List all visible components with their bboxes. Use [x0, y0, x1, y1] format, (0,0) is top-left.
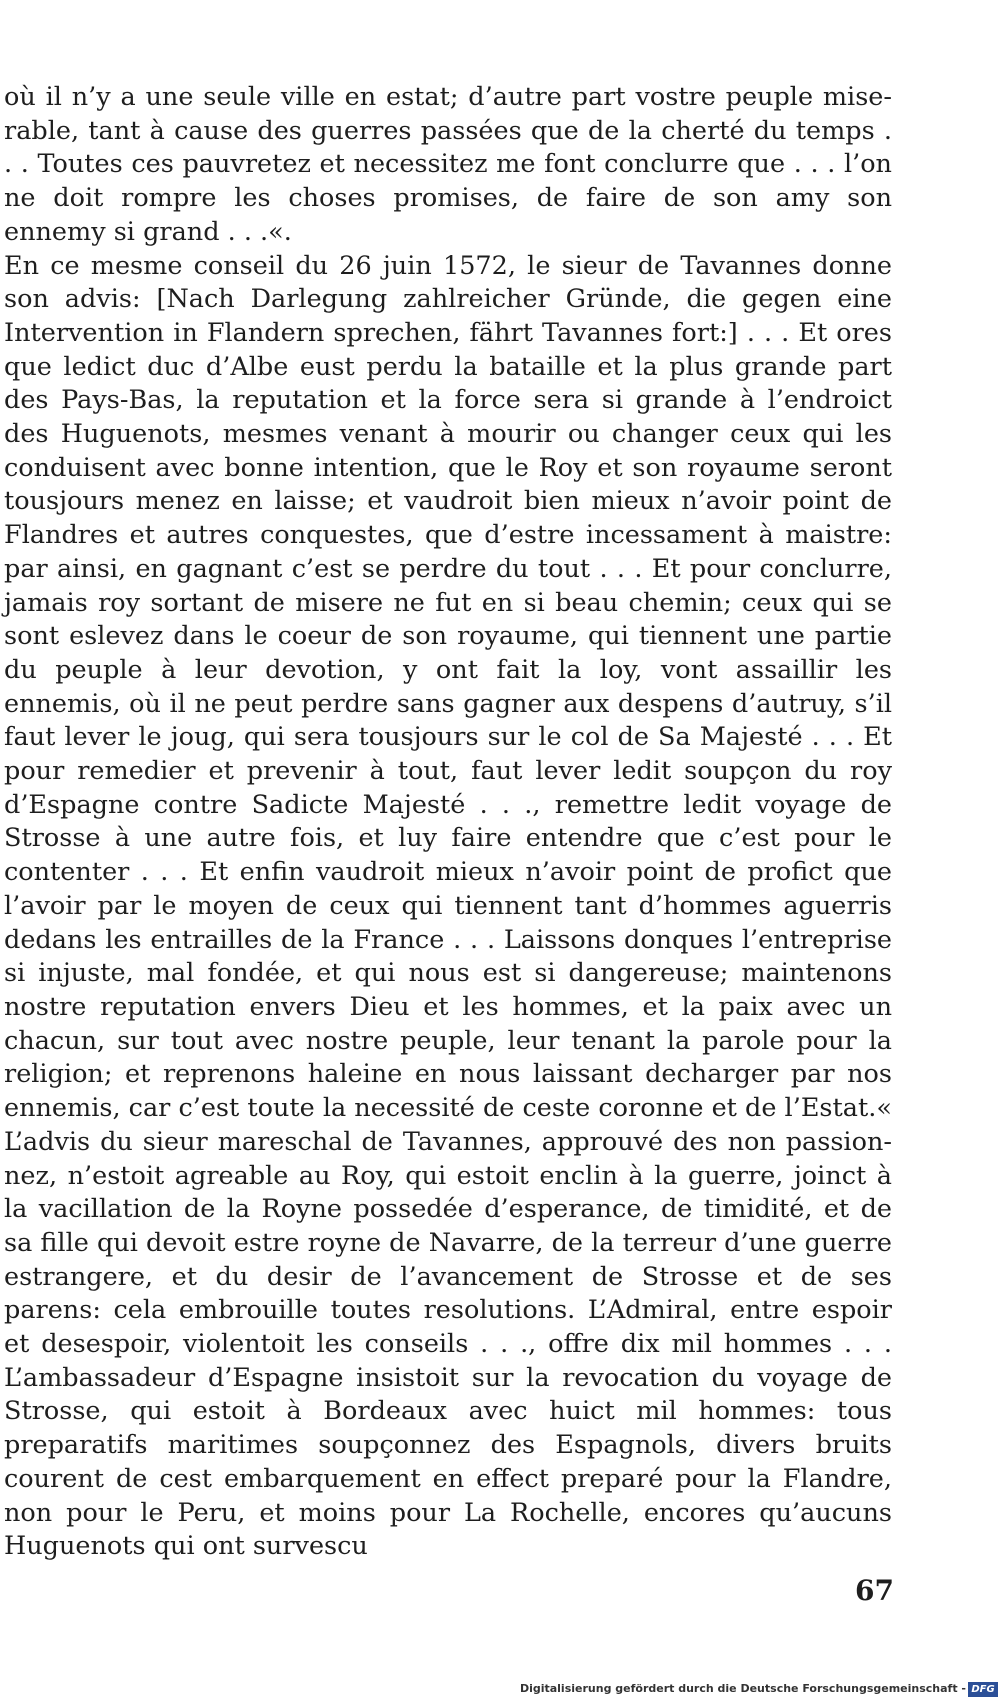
digitization-credit: Digitalisierung gefördert durch die Deutsche Forschungsgemeinschaft -	[519, 1682, 966, 1695]
page-body	[4, 81, 892, 1564]
paragraph: En ce mesme conseil du 26 juin 1572, le sieur de Tavannes donne son advis: [Nach Darlegung zahlreicher Gründe, die gegen eine Intervention in Flandern sprechen, fährt Tavannes fort:] . . . Et ores que ledict duc d’Albe eust perdu la bataille et la plus grande part des Pays-Bas, la reputation et la force sera si grande à l’endroict des Huguenots, mesmes venant à mourir ou changer ceux qui les conduisent avec bonne intention, que le Roy et son royaume seront tousjours menez en laisse; et vaudroit bien mieux n’avoir point de Flandres et autres conquestes, que d’estre incessament à maistre: par ainsi, en gagnant c’est se perdre du tout . . . Et pour conclurre, jamais roy sortant de misere ne fut en si beau chemin; ceux qui se sont eslevez dans le coeur de son royaume, qui tiennent une partie du peuple à leur devotion, y ont fait la loy, vont assaillir les ennemis, où il ne peut perdre sans gagner aux despens d’autruy, s’il faut lever le joug, qui sera tousjours sur le col de Sa Majesté . . . Et pour remedier et prevenir à tout, faut lever ledit soupçon du roy d’Espagne contre Sadicte Majesté . . ., remettre ledit voyage de Strosse à une autre fois, et luy faire entendre que c’est pour le contenter . . . Et enfin vaudroit mieux n’avoir point de profict que l’avoir par le moyen de ceux qui tiennent tant d’hommes aguerris dedans les entrailles de la France . . . Laissons donques l’entreprise si injuste, mal fondée, et qui nous est si dangereuse; maintenons nostre reputation envers Dieu et les hommes, et la paix avec un chacun, sur tout avec nostre peuple, leur tenant la parole pour la religion; et reprenons haleine en nous laissant decharger par nos ennemis, car c’est toute la necessité de ceste coronne et de l’Estat.«	[4, 250, 892, 1124]
paragraph: L’advis du sieur mareschal de Tavannes, approuvé des non passionnez, n’estoit agreable au Roy, qui estoit enclin à la guerre, joinct à la vacillation de la Royne possedée d’esperance, de timidité, et de sa fille qui devoit estre royne de Navarre, de la terreur d’une guerre estrangere, et du desir de l’avancement de Strosse et de ses parens: cela embrouille toutes resolutions. L’Admiral, entre espoir et desespoir, violentoit les conseils . . ., offre dix mil hommes . . . L’ambassadeur d’Espagne insistoit sur la revocation du voyage de Strosse, qui estoit à Bordeaux avec huict mil hommes: tous preparatifs maritimes soupçonnez des Espagnols, divers bruits courent de cest embarquement en effect preparé pour la Flandre, non pour le Peru, et moins pour La Rochelle, encores qu’aucuns Huguenots qui ont survescu	[4, 1126, 892, 1562]
dfg-logo-icon: DFG	[968, 1682, 998, 1697]
paragraph: où il n’y a une seule ville en estat; d’autre part vostre peuple miserable, tant à cause des guerres passées que de la cherté du temps . . . Toutes ces pauvretez et necessitez me font conclurre que . . . l’on ne doit rompre les choses promises, de faire de son amy son ennemy si grand . . .«.	[4, 82, 892, 247]
page-number: 67	[855, 1574, 894, 1607]
